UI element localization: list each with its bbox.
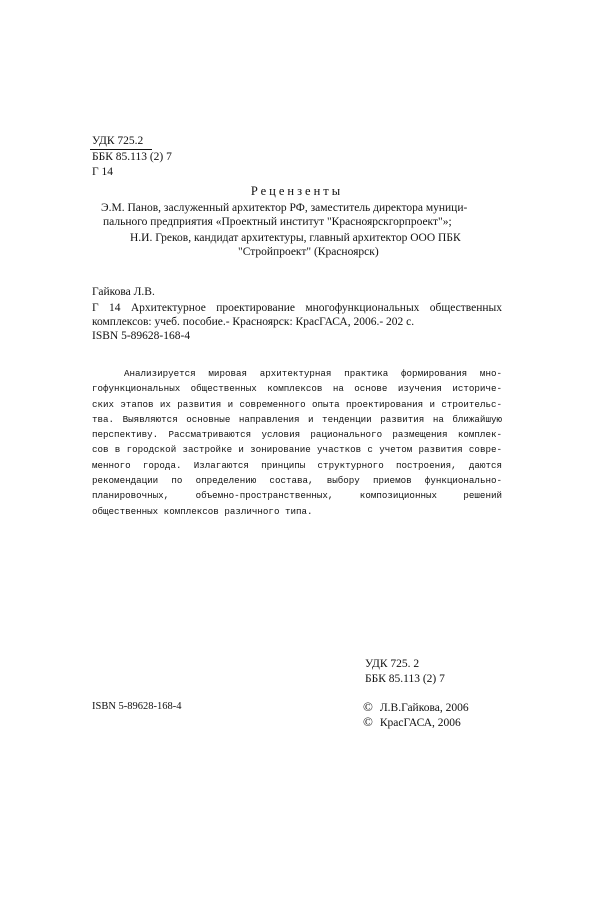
footer-isbn: ISBN 5-89628-168-4 bbox=[92, 701, 182, 712]
abstract bbox=[92, 366, 502, 519]
abstract-line: перспективу. Рассматриваются условия рационального размещения комплек- bbox=[92, 429, 502, 441]
abstract-line: общественных комплексов различного типа. bbox=[92, 505, 313, 517]
reviewer-line: Н.И. Греков, кандидат архитектуры, главный архитектор ООО ПБК bbox=[130, 232, 461, 244]
copyright-icon: © bbox=[363, 714, 373, 729]
abstract-line: рекомендации по определению состава, выбору приемов функционально- bbox=[92, 475, 502, 487]
reviewer-line: пального предприятия «Проектный институт "Красноярскгорпроект"»; bbox=[103, 216, 452, 228]
abstract-line: сов в городской застройке и зонирование участков с учетом развития совре- bbox=[92, 444, 502, 456]
copyright-icon: © bbox=[363, 699, 373, 714]
bbk-code: ББК 85.113 (2) 7 bbox=[92, 151, 172, 163]
bibliographic-entry-line: комплексов: учеб. пособие.- Красноярск: КрасГАСА, 2006.- 202 с. bbox=[92, 316, 415, 328]
reviewer-line: "Стройпроект" (Красноярск) bbox=[238, 246, 379, 258]
reviewers-heading: Рецензенты bbox=[250, 184, 344, 198]
copyright-holder: КрасГАСА, 2006 bbox=[379, 717, 461, 729]
footer-udk-code: УДК 725. 2 bbox=[365, 658, 420, 670]
abstract-line: менного города. Излагаются принципы структурного построения, даются bbox=[92, 459, 502, 471]
copyright-line bbox=[363, 699, 469, 715]
abstract-line: тва. Выявляются основные направления и тенденции развития на ближайшую bbox=[92, 413, 502, 425]
abstract-line: Анализируется мировая архитектурная практика формирования мно- bbox=[124, 368, 502, 379]
udk-underline bbox=[90, 149, 152, 150]
copyright-holder: Л.В.Гайкова, 2006 bbox=[379, 702, 469, 714]
bibliographic-entry-line: Г 14 Архитектурное проектирование многофункциональных общественных bbox=[92, 302, 502, 314]
isbn: ISBN 5-89628-168-4 bbox=[92, 330, 191, 342]
author-mark: Г 14 bbox=[92, 166, 114, 178]
author-name: Гайкова Л.В. bbox=[92, 286, 155, 298]
udk-code: УДК 725.2 bbox=[92, 135, 144, 147]
reviewer-line: Э.М. Панов, заслуженный архитектор РФ, заместитель директора муници- bbox=[101, 202, 468, 214]
abstract-line: планировочных, объемно-пространственных, композиционных решений bbox=[92, 490, 502, 502]
copyright-line bbox=[363, 714, 461, 730]
abstract-line: гофункциональных общественных комплексов на основе изучения историче- bbox=[92, 383, 502, 395]
footer-bbk-code: ББК 85.113 (2) 7 bbox=[365, 673, 445, 685]
abstract-line: ских этапов их развития и современного опыта проектирования и строительс- bbox=[92, 398, 502, 410]
